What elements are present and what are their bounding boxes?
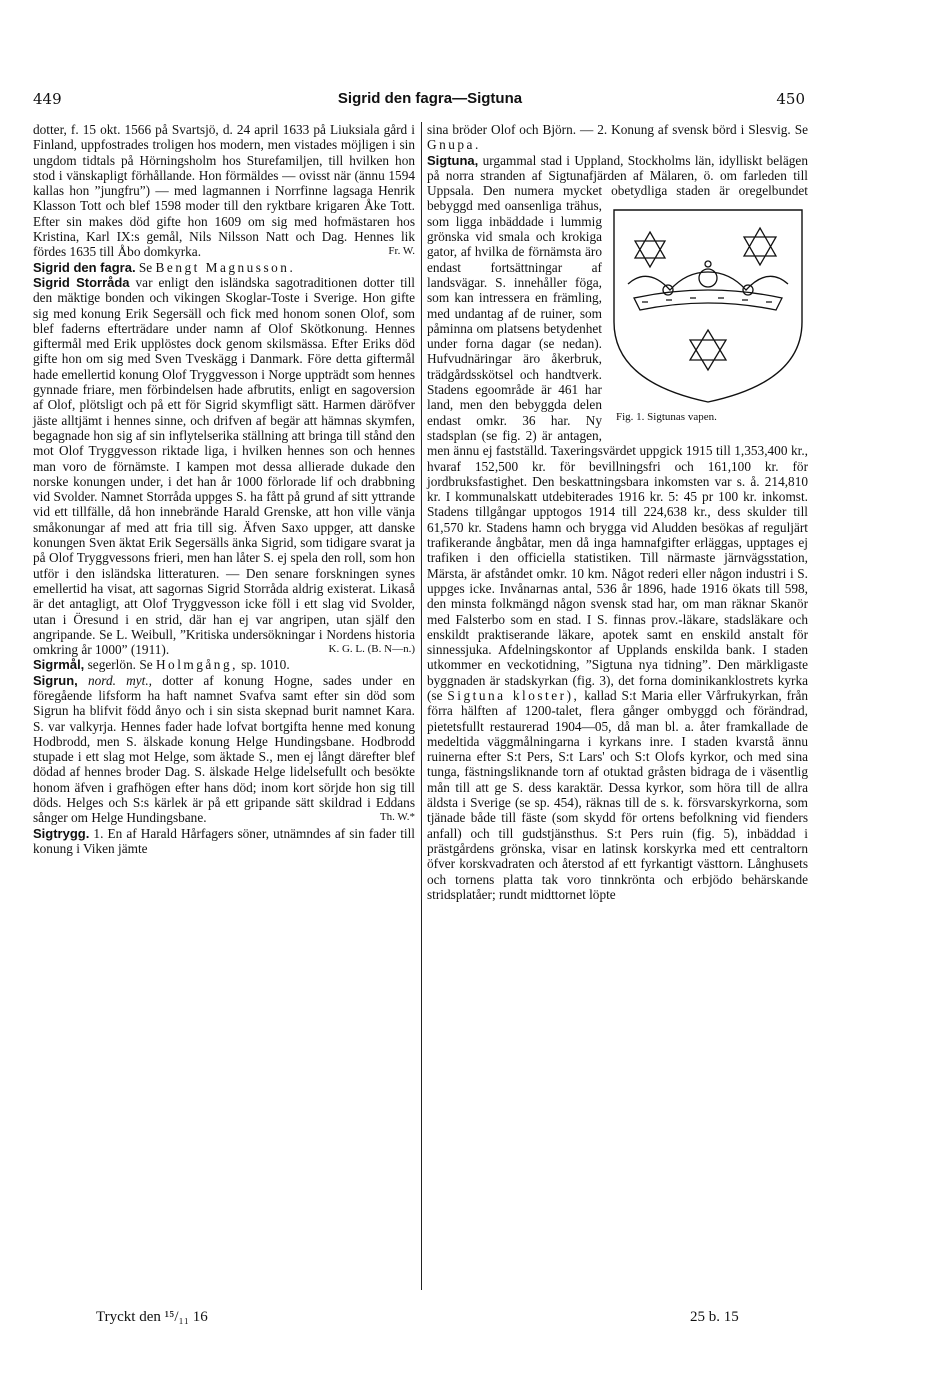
column-divider: [421, 122, 422, 1290]
author-signature: Fr. W.: [388, 245, 415, 258]
entry-sigtrygg-continued: [427, 122, 808, 153]
entry-text: kallad S:t Maria eller Vårfrukyrkan, från förra hälften af 1200-talet, flera gånger ombyggd och förändrad, pietetsfullt restaurerad 1904—05, då man bl. a. åter framkallade de medeltida väggmålningarna i kyrkans inre. I staden kvarstå ännu ruinerna efter S:t Pers, S:t Lars' och S:t Olofs kyrkor, och med sina tunga, fästningsliknande torn af otuktad gråsten bidraga de i väsentlig mån till att ge S. dess karaktär. Dessa kyrkor, som höra till de allra äldsta i Sverige (se sp. 454), räknas till de s. k. försvarskyrkorna, som tjänade både till fäste (som skydd för ortens befolkning vid fienders anfall) och till gudstjänsthus. S:t Pers ruin (fig. 5), inbäddad i prästgårdens grönska, visar en latinsk korskyrka med ett centraltorn öfver korskvadraten och återstod af ett fyrkantigt västtorn. Långhusets och tornens platta tak voro tinnkrönta och erbjödo behärskande stridsplatåer; rundt midttornet löpte: [427, 687, 809, 902]
entry-sigrid-continued: [33, 122, 415, 260]
entry-term: Sigrmål,: [33, 657, 85, 673]
page-number-right: 450: [776, 90, 805, 108]
figure-caption: Fig. 1. Sigtunas vapen.: [616, 411, 717, 424]
sheet-signature: 25 b. 15: [690, 1309, 739, 1325]
right-column: [427, 122, 808, 902]
cross-reference: Sigtuna kloster),: [447, 687, 580, 703]
entry-term: Sigtuna,: [427, 152, 479, 168]
entry-sigtrygg: [33, 826, 415, 857]
entry-text: åkerbruk, trädgårdsskötsel och handtverk. Stadens egoområde är 461 har land, men den bebyggda delen endast omkr. 36 har. Ny stadsplan (se fig. 2) är antagen, men ännu ej fastställd. Taxeringsvärdet uppgick 1915 till 1,353,400 kr., hvaraf 152,500 kr. för bevillningsfri och 161,100 kr. för jordbruksfastighet. Den beskattningsbara inkomsten var s. å. 214,810 kr. I kommunalskatt utdebiterades 1916 kr. 5: 45 pr 100 kr. inkomst. Stadens tillgångar upptogos 1914 till 224,638 kr., dess skulder till 61,570 kr. Stadens hamn och brygga vid Aludden besökas af reguljärt trafikerande ångbåtar, men då inga hamnafgifter erläggas, upptages ej trafiken i den officiella statistiken. Till närmaste järnvägsstation, Märsta, är afståndet omkr. 10 km. Något rederi eller någon industri i S. uppges icke. Invånarnas antal, 536 år 1896, hade 1916 ökats till 598, den minsta folkmängd någon svensk stad har, om man räknar Skanör med Falsterbo som en stad. I S. finnas prov.-läkare, stadsläkare och enskildt praktiserande läkare, apotek samt en enskild anstalt för sinnessjuka. Afdelningskontor af Upplands enskilda bank. I staden utkommer en veckotidning, ”Sigtuna nya tidning”. Den märkligaste byggnaden är stadskyrkan (fig. 3), det forna dominikanklostrets kyrka (se: [427, 351, 808, 703]
entry-abbreviation: nord. myt.,: [87, 672, 152, 688]
cross-reference: Bengt Magnusson.: [155, 259, 296, 275]
entry-term: Sigrid den fagra.: [33, 259, 136, 275]
entry-term: Sigrid Storråda: [33, 274, 130, 290]
cross-reference: Gnupa.: [427, 137, 481, 153]
entry-sigrid-storrada: [33, 275, 415, 657]
page-number-left: 449: [33, 90, 62, 108]
sigtuna-coat-of-arms-image: [608, 202, 808, 407]
entry-text: var enligt den isländska sagotraditionen dotter till den mäktige bonden och vikingen Skoglar-Toste i Sverige. Hon gifte sig med konung Erik Segersäll och fick med honom sonen Olof, som blef faderns efterträdare under namn af Olof Skötkonung. Hennes giftermål med Erik upplöstes dock genom skilsmässa. Efter Eriks död gifte hon om sig med Sven Tveskägg i Danmark. Före detta giftermål hade emellertid konung Olof Tryggvesson i Norge uppträdt som hennes gynnade friare, men förbindelsen hade afbrutits, enligt en sagoversion af Olof, plötsligt och på ett för Sigrid skymfligt sätt. Harmen däröfver jäste alltjämt i hennes sinne, och drifven af begär att hämnas skymfen, begagnade hon sig af sin inflytelserika ställning att bringa till stånd den mot Olof Tryggvesson riktade liga, i hvilken hennes son och hennes man voro de förnämste. I kampen mot dessa allierade dukade den norske konungen under, i det han år 1000 förlorade lif och drabbning vid Svolder. Namnet Storråda uppges S. ha fått på grund af sitt yttrande vid ett tillfälle, då hon innebrände Harald Grenske, att hon ville vänja småkonungar af med att fria till sig. Äfven Saxo uppger, att danske konungen Sven äktat Erik Segersälls änka Sigrid, som tidigare svarat ja på Olof Tryggvessons frieri, men han låter S. ej spela den roll, som hon utför i den isländska litteraturen. — Den senare forskningen synes emellertid ha visat, att sagornas Sigrid Storråda aldrig existerat. Likaså är det antagligt, att Olof Tryggvesson icke föll i ett slag vid Svolder, utan i Öresund i en strid, där han ej var angripen, utan själf den angripande. Se L. Weibull, ”Kritiska undersökningar i Nordens historia omkring år 1000” (1911).: [33, 274, 415, 658]
entry-text: dotter, f. 15 okt. 1566 på Svartsjö, d. 24 april 1633 på Liuksiala gård i Finland, uppfostrades troligen hos modern, men vistades möjligen i sin ungdom tidtals på Hörningsholm hos Sturefamiljen, till hvilken hon stod i vänskapligt förhållande. Hon förmäldes — ovisst när (ännu 1594 kallas hon ”jungfru”) — med lagmannen i Norrfinne lagsaga Henrik Klasson Tott och blef 1598 moder till den ryktbare krigaren Åke Tott. Efter sin makes död gifte hon 1609 om sig med hofmästaren hos Kristina, Karl IX:s gemål, Nils Nilsson Natt och Dag. Hennes lik fördes 1635 till Åbo domkyrka.: [33, 122, 415, 260]
running-head: Sigrid den fagra—Sigtuna: [337, 90, 523, 107]
left-column: [33, 122, 415, 856]
entry-sigrun: [33, 673, 415, 826]
print-date: Tryckt den ¹⁵/₁₁ 16: [96, 1309, 208, 1325]
entry-text: 1. En af Harald Hårfagers söner, utnämndes af sin fader till konung i Viken jämte: [33, 825, 415, 856]
entry-text: Se: [138, 259, 153, 275]
entry-term: Sigrun,: [33, 672, 78, 688]
entry-text: oregelbundet bebyggd med oansenliga trähus, som ligga inbäddade i lummig grönska vid smala och krokiga gator, af hvilka de förnämsta äro endast fortsättningar af landsvägar. S. innehåller föga, som kan intressera en främling, med undantag af de ruiner, som påminna om platsens betydenhet under forna dagar (se nedan). Hufvudnäringar äro: [427, 183, 808, 367]
entry-sigrmal: [33, 657, 415, 672]
entry-text: sp. 1010.: [241, 657, 290, 673]
author-signature: Th. W.*: [379, 811, 415, 824]
entry-text: urgammal stad i Uppland, Stockholms län, idylliskt belägen på norra stranden af Sigtunafjärden af Mälaren, ö. om farleden till Uppsala. Den numera mycket obetydliga staden är: [427, 152, 808, 199]
entry-text: dotter af konung Hogne, sades under en föregående lifsform ha haft namnet Svafva samt efter sin död som Sigrun ha blifvit född ånyo och i sin sista skepnad burit namnet Kara. S. var valkyrja. Hennes fader hade lofvat bortgifta henne med konung Hodbrodd, men S. älskade konung Helge Hundingsbane. Hodbrodd stupade i ett slag mot Helge, som äktade S., men ej långt därefter blef dödad af hennes broder Dag. S. älskade Helge lidelsefullt och besökte honom äfven i grafhögen efter hans död; inom kort sörjde hon sig till döds. Helges och S:s kärlek är på ett gripande sätt skildrad i Eddans sånger om Helge Hundingsbane.: [33, 672, 415, 826]
entry-text: segerlön. Se: [87, 657, 153, 673]
author-signature: K. G. L. (B. N—n.): [328, 643, 415, 656]
entry-text: sina bröder Olof och Björn. — 2. Konung af svensk börd i Slesvig. Se: [427, 122, 808, 137]
entry-sigrid-den-fagra: [33, 260, 415, 275]
entry-term: Sigtrygg.: [33, 825, 90, 841]
cross-reference: Holmgång,: [155, 657, 238, 673]
entry-sigtuna: [427, 153, 808, 903]
figure-coat-of-arms: [608, 202, 808, 432]
